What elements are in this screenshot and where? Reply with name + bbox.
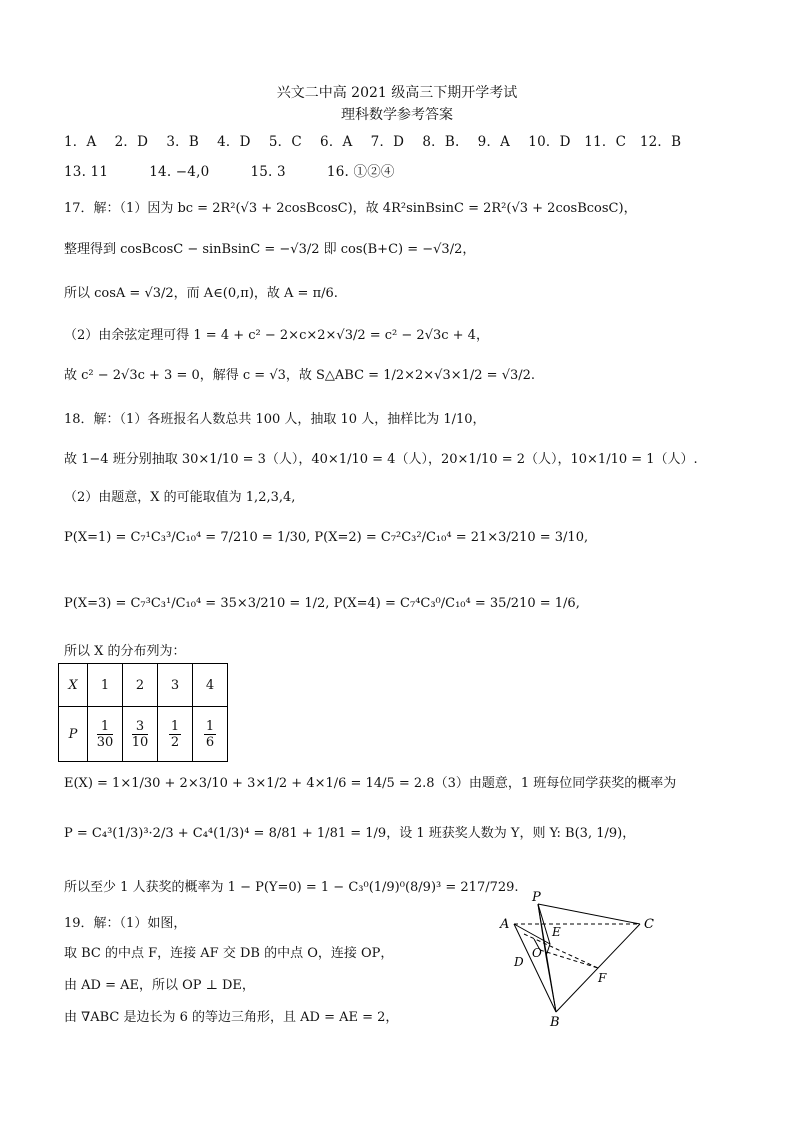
figure-label-c: C bbox=[644, 917, 654, 932]
q18-line-3: （2）由题意，X 的可能取值为 1,2,3,4, bbox=[64, 490, 296, 505]
table-cell: 1 bbox=[88, 664, 123, 707]
table-cell: 4 bbox=[193, 664, 228, 707]
figure-label-f: F bbox=[598, 971, 607, 985]
fraction bbox=[204, 719, 216, 750]
q18-line-5: P(X=3) = C₇³C₃¹/C₁₀⁴ = 35×3/210 = 1/2, P(X=4) = C₇⁴C₃⁰/C₁₀⁴ = 35/210 = 1/6, bbox=[64, 596, 580, 611]
q18-line-6: 所以 X 的分布列为： bbox=[64, 644, 186, 659]
answers-row-2: 13. 11 14. −4,0 15. 3 16. ①②④ bbox=[64, 164, 395, 180]
q19-line-2: 取 BC 的中点 F，连接 AF 交 DB 的中点 O，连接 OP， bbox=[64, 946, 394, 961]
q18-line-4: P(X=1) = C₇¹C₃³/C₁₀⁴ = 7/210 = 1/30, P(X=2) = C₇²C₃²/C₁₀⁴ = 21×3/210 = 3/10, bbox=[64, 530, 589, 545]
answers-row-1: 1．A 2．D 3．B 4．D 5．C 6．A 7．D 8．B. 9．A 10．D 11．C 12．B bbox=[64, 134, 682, 150]
q17-line-1: 17．解：（1）因为 bc = 2R²(√3 + 2cosBcosC)，故 4R²sinBsinC = 2R²(√3 + 2cosBcosC)， bbox=[64, 201, 637, 216]
numerator: 1 bbox=[97, 719, 114, 735]
q18-line-1: 18．解：（1）各班报名人数总共 100 人，抽取 10 人，抽样比为 1/10， bbox=[64, 412, 486, 427]
denominator: 10 bbox=[131, 734, 149, 750]
numerator: 1 bbox=[170, 718, 180, 734]
figure-label-o: O bbox=[532, 946, 542, 960]
table-cell: P bbox=[59, 707, 88, 762]
q18-line-7: E(X) = 1×1/30 + 2×3/10 + 3×1/2 + 4×1/6 = 14/5 = 2.8（3）由题意，1 班每位同学获奖的概率为 bbox=[64, 776, 677, 791]
table-cell bbox=[193, 707, 228, 762]
table-cell: 2 bbox=[123, 664, 158, 707]
denominator: 6 bbox=[205, 734, 215, 750]
table-row-x bbox=[59, 664, 228, 707]
q17-line-2: 整理得到 cosBcosC − sinBsinC = −√3/2 即 cos(B+C) = −√3/2， bbox=[64, 242, 476, 257]
figure-label-a: A bbox=[500, 917, 510, 932]
figure-label-e: E bbox=[552, 925, 561, 939]
fraction bbox=[132, 719, 149, 750]
denominator: 2 bbox=[170, 734, 180, 750]
distribution-table bbox=[58, 663, 228, 762]
q19-line-4: 由 ∇ABC 是边长为 6 的等边三角形，且 AD = AE = 2， bbox=[64, 1010, 399, 1025]
numerator: 3 bbox=[132, 719, 149, 735]
table-cell: X bbox=[59, 664, 88, 707]
table-cell: 3 bbox=[158, 664, 193, 707]
table-row-p bbox=[59, 707, 228, 762]
q19-line-3: 由 AD = AE，所以 OP ⊥ DE， bbox=[64, 978, 255, 993]
exam-title: 兴文二中高 2021 级高三下期开学考试 bbox=[276, 85, 518, 101]
figure-label-b: B bbox=[550, 1015, 560, 1030]
fraction bbox=[169, 719, 181, 750]
q17-line-3: 所以 cosA = √3/2，而 A∈(0,π)，故 A = π/6. bbox=[64, 286, 338, 301]
q18-line-8: P = C₄³(1/3)³·2/3 + C₄⁴(1/3)⁴ = 8/81 + 1/81 = 1/9，设 1 班获奖人数为 Y，则 Y: B(3, 1/9)， bbox=[64, 826, 636, 841]
q17-line-5: 故 c² − 2√3c + 3 = 0，解得 c = √3，故 S△ABC = 1/2×2×√3×1/2 = √3/2. bbox=[64, 368, 536, 383]
q18-line-9: 所以至少 1 人获奖的概率为 1 − P(Y=0) = 1 − C₃⁰(1/9)⁰(8/9)³ = 217/729. bbox=[64, 880, 519, 895]
table-cell bbox=[88, 707, 123, 762]
pyramid-figure bbox=[494, 884, 664, 1034]
q17-line-4: （2）由余弦定理可得 1 = 4 + c² − 2×c×2×√3/2 = c² − 2√3c + 4， bbox=[64, 328, 489, 343]
figure-label-d: D bbox=[514, 955, 524, 969]
table-cell bbox=[123, 707, 158, 762]
numerator: 1 bbox=[205, 718, 215, 734]
figure-label-p: P bbox=[532, 890, 541, 905]
fraction bbox=[97, 719, 114, 750]
exam-subtitle: 理科数学参考答案 bbox=[341, 107, 453, 123]
denominator: 30 bbox=[96, 734, 114, 750]
q19-line-1: 19．解：（1）如图， bbox=[64, 916, 187, 931]
q18-line-2: 故 1−4 班分别抽取 30×1/10 = 3（人），40×1/10 = 4（人），20×1/10 = 2（人），10×1/10 = 1（人）. bbox=[64, 452, 698, 467]
table-cell bbox=[158, 707, 193, 762]
